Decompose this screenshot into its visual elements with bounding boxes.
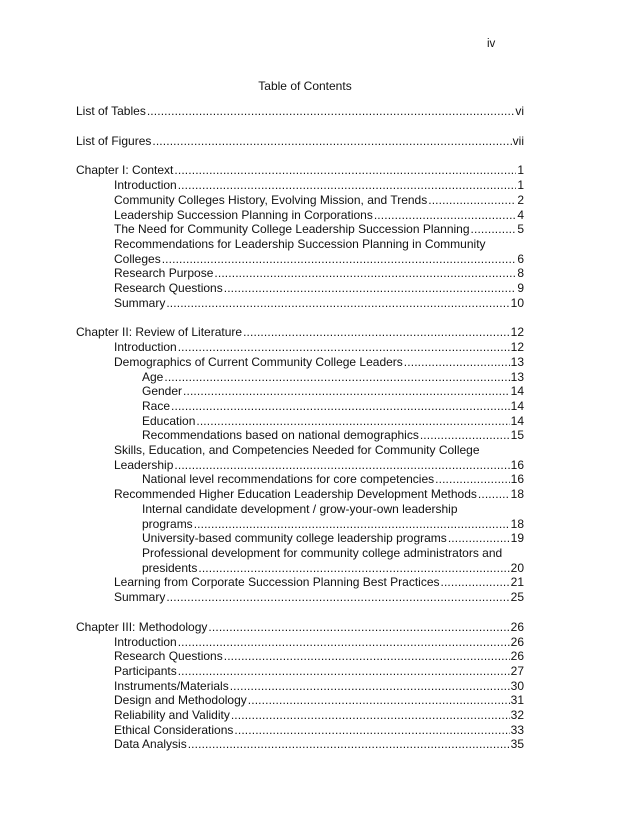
toc-entry[interactable]: Race . . . 14 <box>76 399 524 414</box>
toc-entry[interactable]: Summary . . . 10 <box>76 296 524 311</box>
toc-entry[interactable]: presidents . . . 20 <box>76 561 524 576</box>
toc-entry[interactable]: Age . . . 13 <box>76 370 524 385</box>
toc-entry-line1: Recommendations for Leadership Succession Planning in Community <box>114 236 486 251</box>
toc-entry[interactable]: Recommended Higher Education Leadership Development Methods . . . 18 <box>76 487 524 502</box>
toc-entry[interactable]: Research Purpose . . . 8 <box>76 266 524 281</box>
toc-entry[interactable]: Gender . . . 14 <box>76 384 524 399</box>
toc-entry[interactable]: Ethical Considerations . . . 33 <box>76 723 524 738</box>
toc-entry[interactable]: Research Questions . . . 9 <box>76 281 524 296</box>
toc-entry[interactable]: programs . . . 18 <box>76 517 524 532</box>
toc-entry[interactable]: University-based community college leadership programs . . . 19 <box>76 531 524 546</box>
toc-entry-chapter-1[interactable]: Chapter I: Context . . . 1 <box>76 163 524 178</box>
toc-entry-list-of-tables[interactable]: List of Tables . . . vi <box>76 104 524 119</box>
toc-entry[interactable]: Data Analysis . . . 35 <box>76 737 524 752</box>
toc-entry[interactable]: Community Colleges History, Evolving Mission, and Trends . . . 2 <box>76 193 524 208</box>
toc-entry[interactable]: Colleges . . . 6 <box>76 252 524 267</box>
toc-entry[interactable]: Leadership . . . 16 <box>76 458 524 473</box>
toc-entry[interactable]: Introduction . . . 26 <box>76 635 524 650</box>
toc-entry[interactable]: Reliability and Validity . . . 32 <box>76 708 524 723</box>
toc-entry[interactable]: The Need for Community College Leadership Succession Planning . . . 5 <box>76 222 524 237</box>
toc-title: Table of Contents <box>258 79 352 93</box>
toc-entry-line1: Internal candidate development / grow-your-own leadership <box>142 501 458 516</box>
toc-entry[interactable]: Leadership Succession Planning in Corporations . . . 4 <box>76 208 524 223</box>
toc-entry-line1: Skills, Education, and Competencies Needed for Community College <box>114 443 480 458</box>
toc-entry[interactable]: Recommendations based on national demographics . . . 15 <box>76 428 524 443</box>
toc-entry[interactable]: Introduction . . . 1 <box>76 178 524 193</box>
toc-entry[interactable]: Education . . . 14 <box>76 414 524 429</box>
table-of-contents <box>76 104 524 752</box>
toc-entry-line1: Professional development for community college administrators and <box>142 545 503 560</box>
toc-entry[interactable]: Introduction . . . 12 <box>76 340 524 355</box>
toc-entry[interactable]: National level recommendations for core competencies . . . 16 <box>76 472 524 487</box>
toc-entry[interactable]: Research Questions . . . 26 <box>76 649 524 664</box>
toc-entry-chapter-3[interactable]: Chapter III: Methodology . . . 26 <box>76 620 524 635</box>
toc-entry[interactable]: Summary . . . 25 <box>76 590 524 605</box>
toc-entry[interactable]: Demographics of Current Community College Leaders . . . 13 <box>76 355 524 370</box>
toc-entry-list-of-figures[interactable]: List of Figures . . . vii <box>76 134 524 149</box>
toc-entry[interactable]: Instruments/Materials . . . 30 <box>76 679 524 694</box>
page-number: iv <box>487 38 496 50</box>
toc-entry-chapter-2[interactable]: Chapter II: Review of Literature . . . 12 <box>76 325 524 340</box>
toc-entry[interactable]: Design and Methodology . . . 31 <box>76 693 524 708</box>
toc-entry[interactable]: Learning from Corporate Succession Planning Best Practices . . . 21 <box>76 575 524 590</box>
toc-entry[interactable]: Participants . . . 27 <box>76 664 524 679</box>
